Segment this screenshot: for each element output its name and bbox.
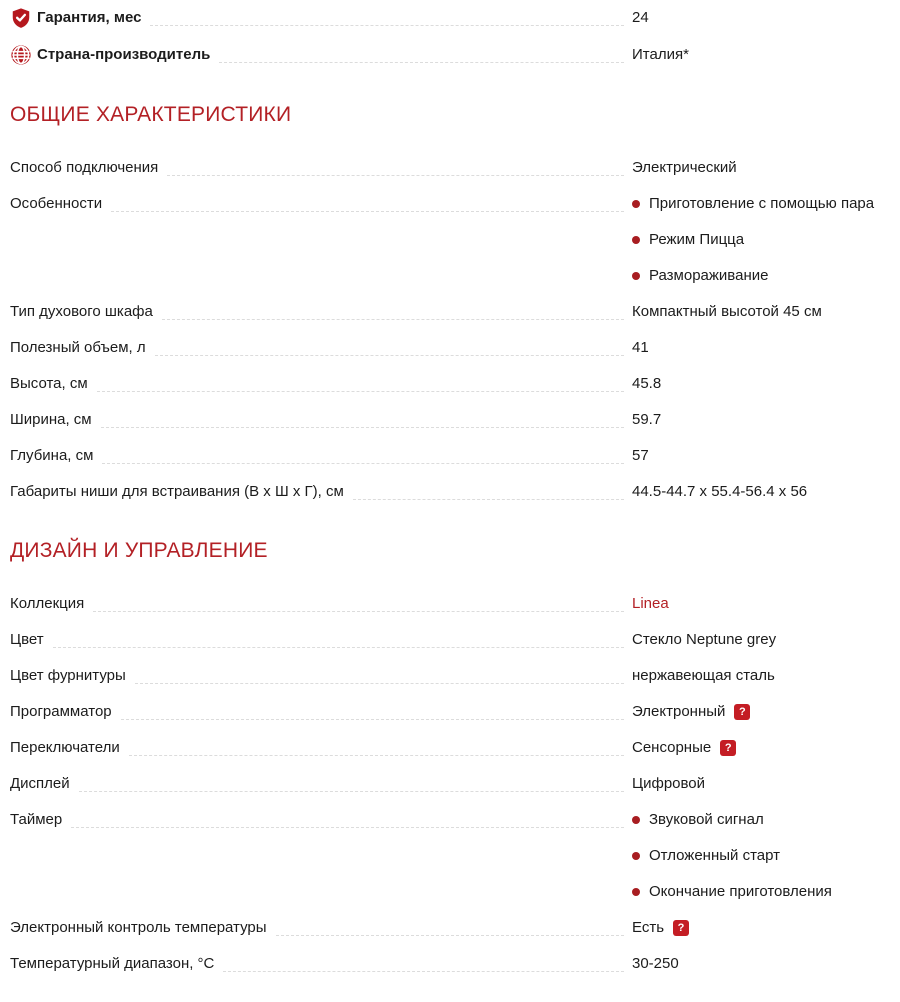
spec-value-text: Италия* <box>632 46 689 63</box>
spec-bullet-list <box>632 810 890 902</box>
spec-value <box>632 954 890 974</box>
spec-value-cell <box>632 918 890 938</box>
spec-value-cell <box>632 446 890 466</box>
spec-label: Полезный объем, л <box>10 339 146 356</box>
dotted-leader <box>135 666 624 684</box>
bullet-text: Окончание приготовления <box>649 883 832 900</box>
spec-value-cell <box>632 410 890 430</box>
spec-value-text: Электронный <box>632 703 726 720</box>
spec-value-cell <box>632 738 890 758</box>
spec-value-cell <box>632 630 890 650</box>
spec-row-label-cell <box>10 8 632 29</box>
dotted-leader <box>150 8 624 26</box>
list-item <box>632 810 890 830</box>
spec-label: Таймер <box>10 811 63 828</box>
help-icon[interactable]: ? <box>734 704 750 720</box>
dotted-leader <box>53 630 624 648</box>
spec-row-label-cell <box>10 810 632 830</box>
globe-icon <box>10 44 32 66</box>
spec-value <box>632 338 890 358</box>
spec-label: Переключатели <box>10 739 120 756</box>
spec-value-cell <box>632 482 890 502</box>
spec-row-label-cell <box>10 630 632 650</box>
dotted-leader <box>93 594 624 612</box>
spec-row-label-cell <box>10 594 632 614</box>
dotted-leader <box>101 410 624 428</box>
dotted-leader <box>162 302 624 320</box>
help-icon[interactable]: ? <box>720 740 736 756</box>
dotted-leader <box>276 918 624 936</box>
spec-row <box>10 338 890 358</box>
spec-value-text: Электрический <box>632 159 737 176</box>
section-rows <box>10 594 890 974</box>
bullet-text: Режим Пицца <box>649 231 745 248</box>
bullet-text: Отложенный старт <box>649 847 781 864</box>
spec-row-label-cell <box>10 666 632 686</box>
spec-value-text: Есть <box>632 919 665 936</box>
spec-value <box>632 374 890 394</box>
spec-row-label-cell <box>10 482 632 502</box>
list-item <box>632 882 890 902</box>
spec-row <box>10 594 890 614</box>
section-rows <box>10 8 890 66</box>
section-title: ДИЗАЙН И УПРАВЛЕНИЕ <box>10 539 268 562</box>
spec-label: Гарантия, мес <box>37 9 142 26</box>
spec-value <box>632 45 890 65</box>
spec-list <box>10 8 890 974</box>
dotted-leader <box>71 810 624 828</box>
spec-value-text: 24 <box>632 9 649 26</box>
bullet-dot-icon <box>632 852 640 860</box>
spec-value-cell <box>632 158 890 178</box>
spec-row <box>10 302 890 322</box>
spec-row <box>10 410 890 430</box>
spec-value-cell <box>632 954 890 974</box>
spec-value <box>632 594 890 614</box>
bullet-text: Звуковой сигнал <box>649 811 764 828</box>
spec-value <box>632 630 890 650</box>
spec-value <box>632 410 890 430</box>
spec-row-label-cell <box>10 738 632 758</box>
spec-label: Программатор <box>10 703 112 720</box>
spec-section <box>10 539 890 974</box>
spec-value-text: 45.8 <box>632 375 662 392</box>
spec-bullet-list <box>632 194 890 286</box>
dotted-leader <box>129 738 624 756</box>
spec-label: Особенности <box>10 195 103 212</box>
spec-row <box>10 158 890 178</box>
spec-section <box>10 8 890 66</box>
spec-label: Способ подключения <box>10 159 159 176</box>
spec-row-label-cell <box>10 194 632 214</box>
spec-label: Цвет фурнитуры <box>10 667 126 684</box>
spec-row <box>10 446 890 466</box>
spec-value <box>632 738 890 758</box>
list-item <box>632 846 890 866</box>
spec-row <box>10 8 890 29</box>
spec-value-text: Компактный высотой 45 см <box>632 303 822 320</box>
bullet-dot-icon <box>632 888 640 896</box>
spec-label: Глубина, см <box>10 447 94 464</box>
spec-row-label-cell <box>10 374 632 394</box>
spec-row <box>10 482 890 502</box>
bullet-text: Размораживание <box>649 267 769 284</box>
section-title: ОБЩИЕ ХАРАКТЕРИСТИКИ <box>10 103 292 126</box>
spec-value-text: 41 <box>632 339 649 356</box>
spec-value-text: Цифровой <box>632 775 706 792</box>
spec-value <box>632 158 890 178</box>
spec-row-label-cell <box>10 45 632 66</box>
spec-row <box>10 194 890 286</box>
row-icon-slot <box>10 7 32 29</box>
spec-value-cell <box>632 374 890 394</box>
spec-label: Температурный диапазон, °С <box>10 955 215 972</box>
spec-row <box>10 918 890 938</box>
spec-value <box>632 8 890 28</box>
spec-value <box>632 482 890 502</box>
spec-value <box>632 918 890 938</box>
spec-value-cell <box>632 194 890 286</box>
spec-value-cell <box>632 594 890 614</box>
spec-row-label-cell <box>10 702 632 722</box>
spec-value-cell <box>632 702 890 722</box>
spec-label: Тип духового шкафа <box>10 303 153 320</box>
dotted-leader <box>97 374 624 392</box>
spec-value <box>632 702 890 722</box>
spec-row-label-cell <box>10 774 632 794</box>
spec-row <box>10 810 890 902</box>
spec-label: Страна-производитель <box>37 46 211 63</box>
spec-value-cell <box>632 666 890 686</box>
spec-row <box>10 374 890 394</box>
list-item <box>632 194 890 214</box>
spec-row <box>10 738 890 758</box>
spec-label: Высота, см <box>10 375 88 392</box>
section-rows <box>10 158 890 502</box>
spec-value-cell <box>632 338 890 358</box>
spec-value <box>632 302 890 322</box>
spec-row <box>10 630 890 650</box>
spec-row-label-cell <box>10 446 632 466</box>
spec-section <box>10 103 890 502</box>
spec-value-cell <box>632 774 890 794</box>
dotted-leader <box>111 194 624 212</box>
spec-row <box>10 702 890 722</box>
dotted-leader <box>102 446 624 464</box>
dotted-leader <box>223 954 624 972</box>
spec-label: Ширина, см <box>10 411 92 428</box>
dotted-leader <box>121 702 624 720</box>
spec-label: Коллекция <box>10 595 85 612</box>
spec-value <box>632 446 890 466</box>
spec-value <box>632 666 890 686</box>
spec-value-cell <box>632 45 890 65</box>
dotted-leader <box>79 774 624 792</box>
bullet-dot-icon <box>632 816 640 824</box>
spec-value-text: Стекло Neptune grey <box>632 631 777 648</box>
spec-label: Дисплей <box>10 775 70 792</box>
spec-label: Габариты ниши для встраивания (В х Ш х Г), см <box>10 483 344 500</box>
shield-check-icon <box>10 7 32 29</box>
spec-row-label-cell <box>10 338 632 358</box>
spec-row <box>10 45 890 66</box>
spec-value-text: нержавеющая сталь <box>632 667 775 684</box>
dotted-leader <box>167 158 624 176</box>
bullet-text: Приготовление с помощью пара <box>649 195 875 212</box>
spec-value-link[interactable]: Linea <box>632 595 669 612</box>
spec-value-cell <box>632 810 890 902</box>
spec-label: Электронный контроль температуры <box>10 919 267 936</box>
dotted-leader <box>219 45 624 63</box>
spec-label: Цвет <box>10 631 44 648</box>
spec-row <box>10 954 890 974</box>
spec-value-cell <box>632 8 890 28</box>
spec-row-label-cell <box>10 954 632 974</box>
spec-row <box>10 774 890 794</box>
help-icon[interactable]: ? <box>673 920 689 936</box>
bullet-dot-icon <box>632 236 640 244</box>
list-item <box>632 266 890 286</box>
bullet-dot-icon <box>632 272 640 280</box>
dotted-leader <box>155 338 624 356</box>
row-icon-slot <box>10 44 32 66</box>
spec-value-text: Сенсорные <box>632 739 712 756</box>
spec-row-label-cell <box>10 410 632 430</box>
spec-value-text: 30-250 <box>632 955 679 972</box>
spec-row <box>10 666 890 686</box>
spec-row-label-cell <box>10 918 632 938</box>
spec-value-text: 44.5-44.7 x 55.4-56.4 x 56 <box>632 483 808 500</box>
spec-value-text: 57 <box>632 447 649 464</box>
list-item <box>632 230 890 250</box>
spec-value-text: 59.7 <box>632 411 662 428</box>
bullet-dot-icon <box>632 200 640 208</box>
spec-value-cell <box>632 302 890 322</box>
spec-row-label-cell <box>10 302 632 322</box>
spec-row-label-cell <box>10 158 632 178</box>
dotted-leader <box>353 482 624 500</box>
spec-value <box>632 774 890 794</box>
